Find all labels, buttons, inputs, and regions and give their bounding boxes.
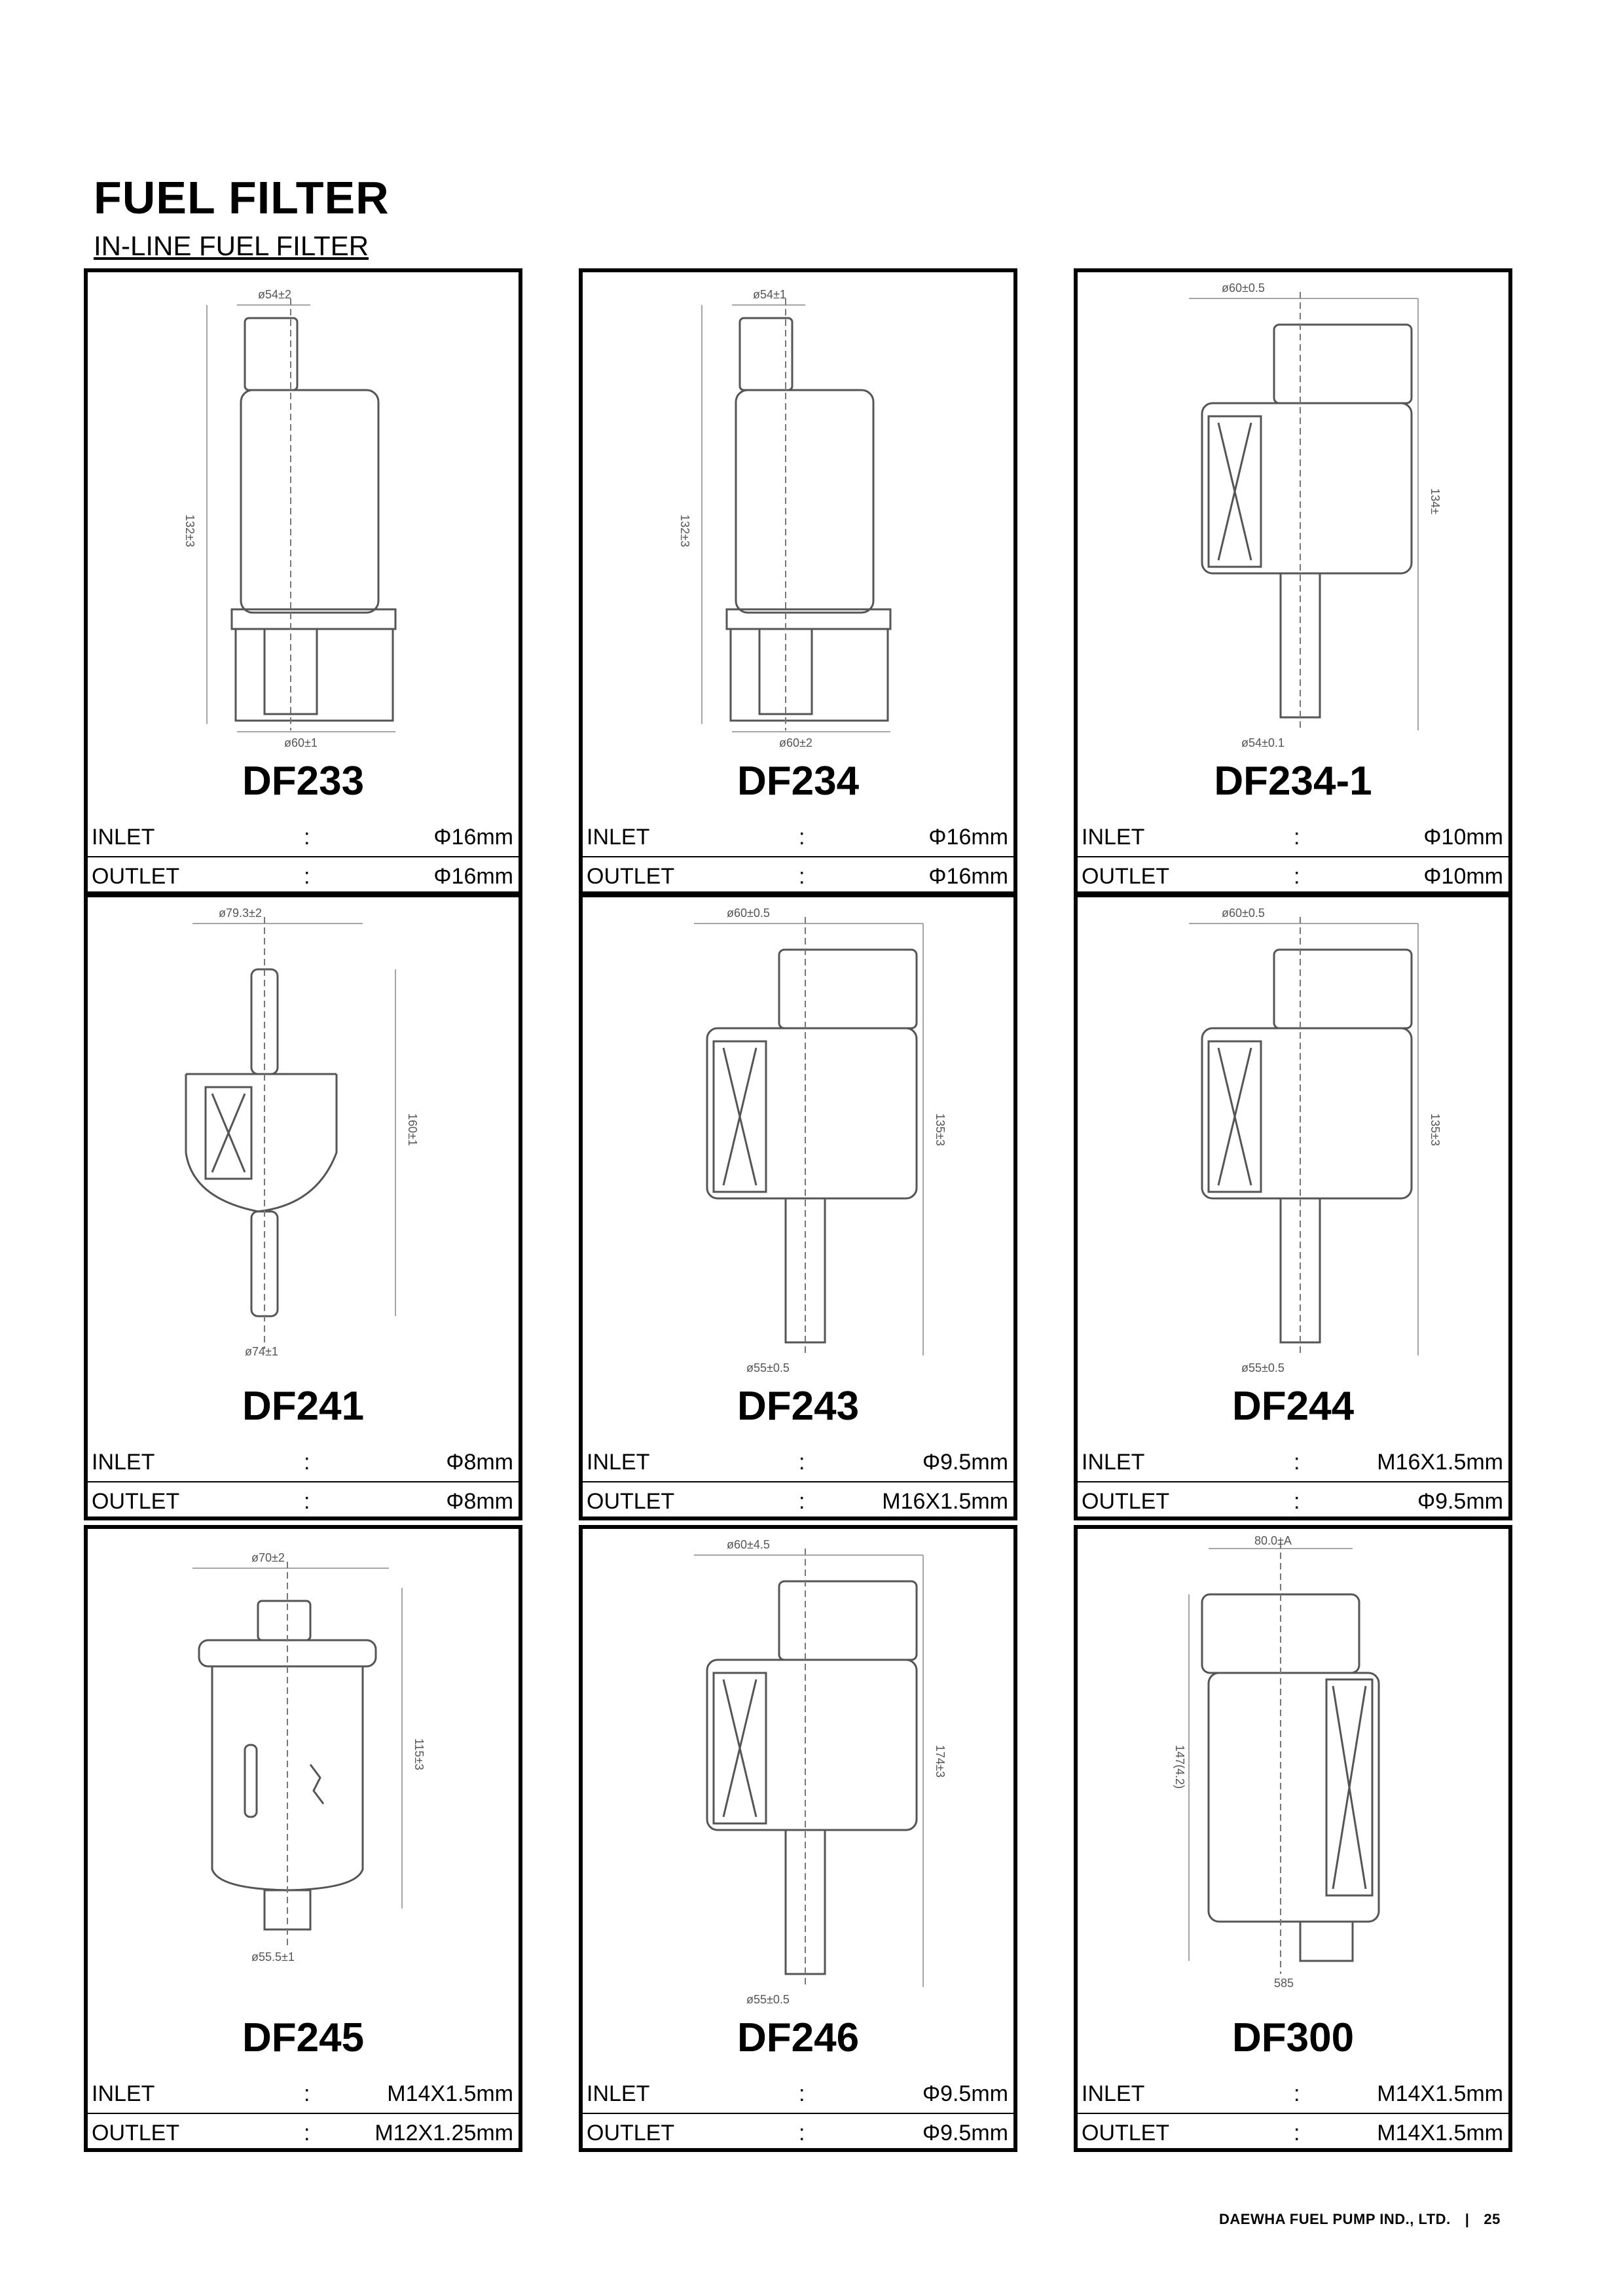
dim-top: ø60±0.5: [727, 906, 770, 920]
inlet-colon: :: [799, 825, 805, 850]
dim-top: ø70±2: [251, 1551, 285, 1564]
inlet-colon: :: [304, 825, 310, 850]
outlet-value: M14X1.5mm: [1377, 2121, 1503, 2145]
inlet-spec-row: [583, 1443, 1013, 1480]
inlet-value: Φ16mm: [928, 825, 1008, 850]
inlet-value: Φ10mm: [1423, 825, 1503, 850]
inlet-colon: :: [304, 2081, 310, 2106]
inlet-colon: :: [1294, 1450, 1300, 1475]
page-title: FUEL FILTER: [94, 172, 390, 223]
dim-side: 135±3: [934, 1113, 947, 1146]
outlet-spec-row: [583, 1481, 1013, 1519]
outlet-spec-row: [1078, 856, 1508, 894]
product-card: [84, 268, 522, 895]
inlet-value: Φ8mm: [446, 1450, 513, 1475]
outlet-label: OUTLET: [587, 864, 675, 889]
outlet-value: Φ16mm: [928, 864, 1008, 889]
inlet-colon: :: [799, 2081, 805, 2106]
outlet-spec-row: [88, 1481, 519, 1519]
filter-technical-drawing: [1078, 897, 1508, 1388]
outlet-value: Φ16mm: [433, 864, 513, 889]
footer-separator: |: [1465, 2211, 1470, 2227]
inlet-spec-row: [1078, 2075, 1508, 2111]
outlet-colon: :: [799, 1489, 805, 1514]
inlet-colon: :: [1294, 825, 1300, 850]
product-card: [84, 1525, 522, 2152]
filter-technical-drawing: [583, 1529, 1013, 2020]
filter-technical-drawing: [88, 897, 519, 1388]
outlet-colon: :: [799, 2121, 805, 2145]
model-number: DF245: [242, 2015, 365, 2060]
product-card: [1074, 1525, 1512, 2152]
inlet-colon: :: [1294, 2081, 1300, 2106]
product-card: [579, 1525, 1017, 2152]
dim-bottom: ø60±2: [779, 736, 812, 749]
outlet-value: Φ9.5mm: [1417, 1489, 1503, 1514]
outlet-colon: :: [304, 864, 310, 889]
outlet-spec-row: [583, 856, 1013, 894]
inlet-label: INLET: [92, 2081, 155, 2106]
filter-technical-drawing: [1078, 1529, 1508, 2020]
inlet-spec-row: [583, 818, 1013, 855]
inlet-value: M14X1.5mm: [387, 2081, 513, 2106]
inlet-label: INLET: [92, 825, 155, 850]
dim-top: ø60±0.5: [1222, 906, 1265, 920]
filter-technical-drawing: [88, 1529, 519, 2020]
dim-bottom: ø54±0.1: [1241, 736, 1285, 749]
outlet-colon: :: [1294, 1489, 1300, 1514]
product-card: [579, 893, 1017, 1520]
dim-side: 147(4.2): [1173, 1745, 1186, 1789]
dim-side: 132±3: [678, 514, 691, 547]
outlet-value: Φ9.5mm: [922, 2121, 1008, 2145]
outlet-colon: :: [799, 864, 805, 889]
inlet-spec-row: [88, 1443, 519, 1480]
dim-top: 80.0±A: [1254, 1534, 1292, 1547]
filter-technical-drawing: [88, 272, 519, 763]
dim-top: ø60±0.5: [1222, 281, 1265, 295]
outlet-label: OUTLET: [1082, 864, 1170, 889]
dim-bottom: ø55±0.5: [746, 1993, 790, 2006]
outlet-spec-row: [583, 2113, 1013, 2151]
dim-bottom: ø55±0.5: [1241, 1361, 1285, 1374]
outlet-value: M12X1.25mm: [374, 2121, 513, 2145]
dim-side: 135±3: [1429, 1113, 1442, 1146]
dim-top: ø54±1: [753, 288, 786, 301]
inlet-label: INLET: [1082, 2081, 1145, 2106]
model-number: DF243: [737, 1384, 860, 1429]
product-card: [84, 893, 522, 1520]
footer-company: DAEWHA FUEL PUMP IND., LTD.: [1219, 2211, 1451, 2227]
inlet-label: INLET: [1082, 1450, 1145, 1475]
model-number: DF246: [737, 2015, 860, 2060]
outlet-colon: :: [304, 2121, 310, 2145]
inlet-value: M16X1.5mm: [1377, 1450, 1503, 1475]
outlet-label: OUTLET: [587, 2121, 675, 2145]
dim-top: ø79.3±2: [219, 906, 262, 920]
model-number: DF241: [242, 1384, 365, 1429]
outlet-colon: :: [1294, 864, 1300, 889]
inlet-label: INLET: [587, 2081, 650, 2106]
inlet-value: Φ9.5mm: [922, 2081, 1008, 2106]
dim-side: 174±3: [934, 1745, 947, 1778]
model-number: DF234-1: [1214, 759, 1372, 804]
product-card: [1074, 893, 1512, 1520]
inlet-spec-row: [1078, 818, 1508, 855]
product-card: [579, 268, 1017, 895]
inlet-value: Φ9.5mm: [922, 1450, 1008, 1475]
outlet-spec-row: [1078, 2113, 1508, 2151]
inlet-colon: :: [799, 1450, 805, 1475]
inlet-label: INLET: [1082, 825, 1145, 850]
inlet-value: Φ16mm: [433, 825, 513, 850]
inlet-label: INLET: [92, 1450, 155, 1475]
outlet-colon: :: [1294, 2121, 1300, 2145]
outlet-label: OUTLET: [92, 1489, 180, 1514]
outlet-label: OUTLET: [1082, 1489, 1170, 1514]
outlet-colon: :: [304, 1489, 310, 1514]
outlet-label: OUTLET: [92, 2121, 180, 2145]
inlet-spec-row: [583, 2075, 1013, 2111]
dim-side: 160±1: [406, 1113, 419, 1146]
model-number: DF234: [737, 759, 860, 804]
outlet-spec-row: [88, 856, 519, 894]
dim-side: 132±3: [183, 514, 196, 547]
dim-side: 134±: [1429, 488, 1442, 514]
inlet-spec-row: [88, 818, 519, 855]
outlet-label: OUTLET: [1082, 2121, 1170, 2145]
filter-technical-drawing: [583, 897, 1013, 1388]
model-number: DF300: [1231, 2015, 1355, 2060]
outlet-value: Φ10mm: [1423, 864, 1503, 889]
page-subtitle: IN-LINE FUEL FILTER: [94, 230, 369, 261]
footer-page-number: 25: [1484, 2211, 1501, 2227]
outlet-label: OUTLET: [92, 864, 180, 889]
outlet-value: M16X1.5mm: [882, 1489, 1008, 1514]
inlet-label: INLET: [587, 1450, 650, 1475]
footer: [1219, 2211, 1501, 2228]
filter-technical-drawing: [583, 272, 1013, 763]
filter-technical-drawing: [1078, 272, 1508, 763]
dim-side: 115±3: [412, 1738, 426, 1770]
dim-bottom: ø55±0.5: [746, 1361, 790, 1374]
dim-bottom: ø74±1: [245, 1345, 278, 1358]
inlet-spec-row: [88, 2075, 519, 2111]
outlet-label: OUTLET: [587, 1489, 675, 1514]
outlet-spec-row: [1078, 1481, 1508, 1519]
model-number: DF244: [1231, 1384, 1355, 1429]
dim-bottom: ø55.5±1: [251, 1950, 295, 1964]
outlet-spec-row: [88, 2113, 519, 2151]
inlet-spec-row: [1078, 1443, 1508, 1480]
inlet-value: M14X1.5mm: [1377, 2081, 1503, 2106]
dim-top: ø54±2: [258, 288, 291, 301]
dim-top: ø60±4.5: [727, 1538, 770, 1551]
inlet-label: INLET: [587, 825, 650, 850]
dim-bottom: ø60±1: [284, 736, 318, 749]
model-number: DF233: [242, 759, 365, 804]
outlet-value: Φ8mm: [446, 1489, 513, 1514]
product-card: [1074, 268, 1512, 895]
inlet-colon: :: [304, 1450, 310, 1475]
dim-bottom: 585: [1274, 1977, 1294, 1990]
